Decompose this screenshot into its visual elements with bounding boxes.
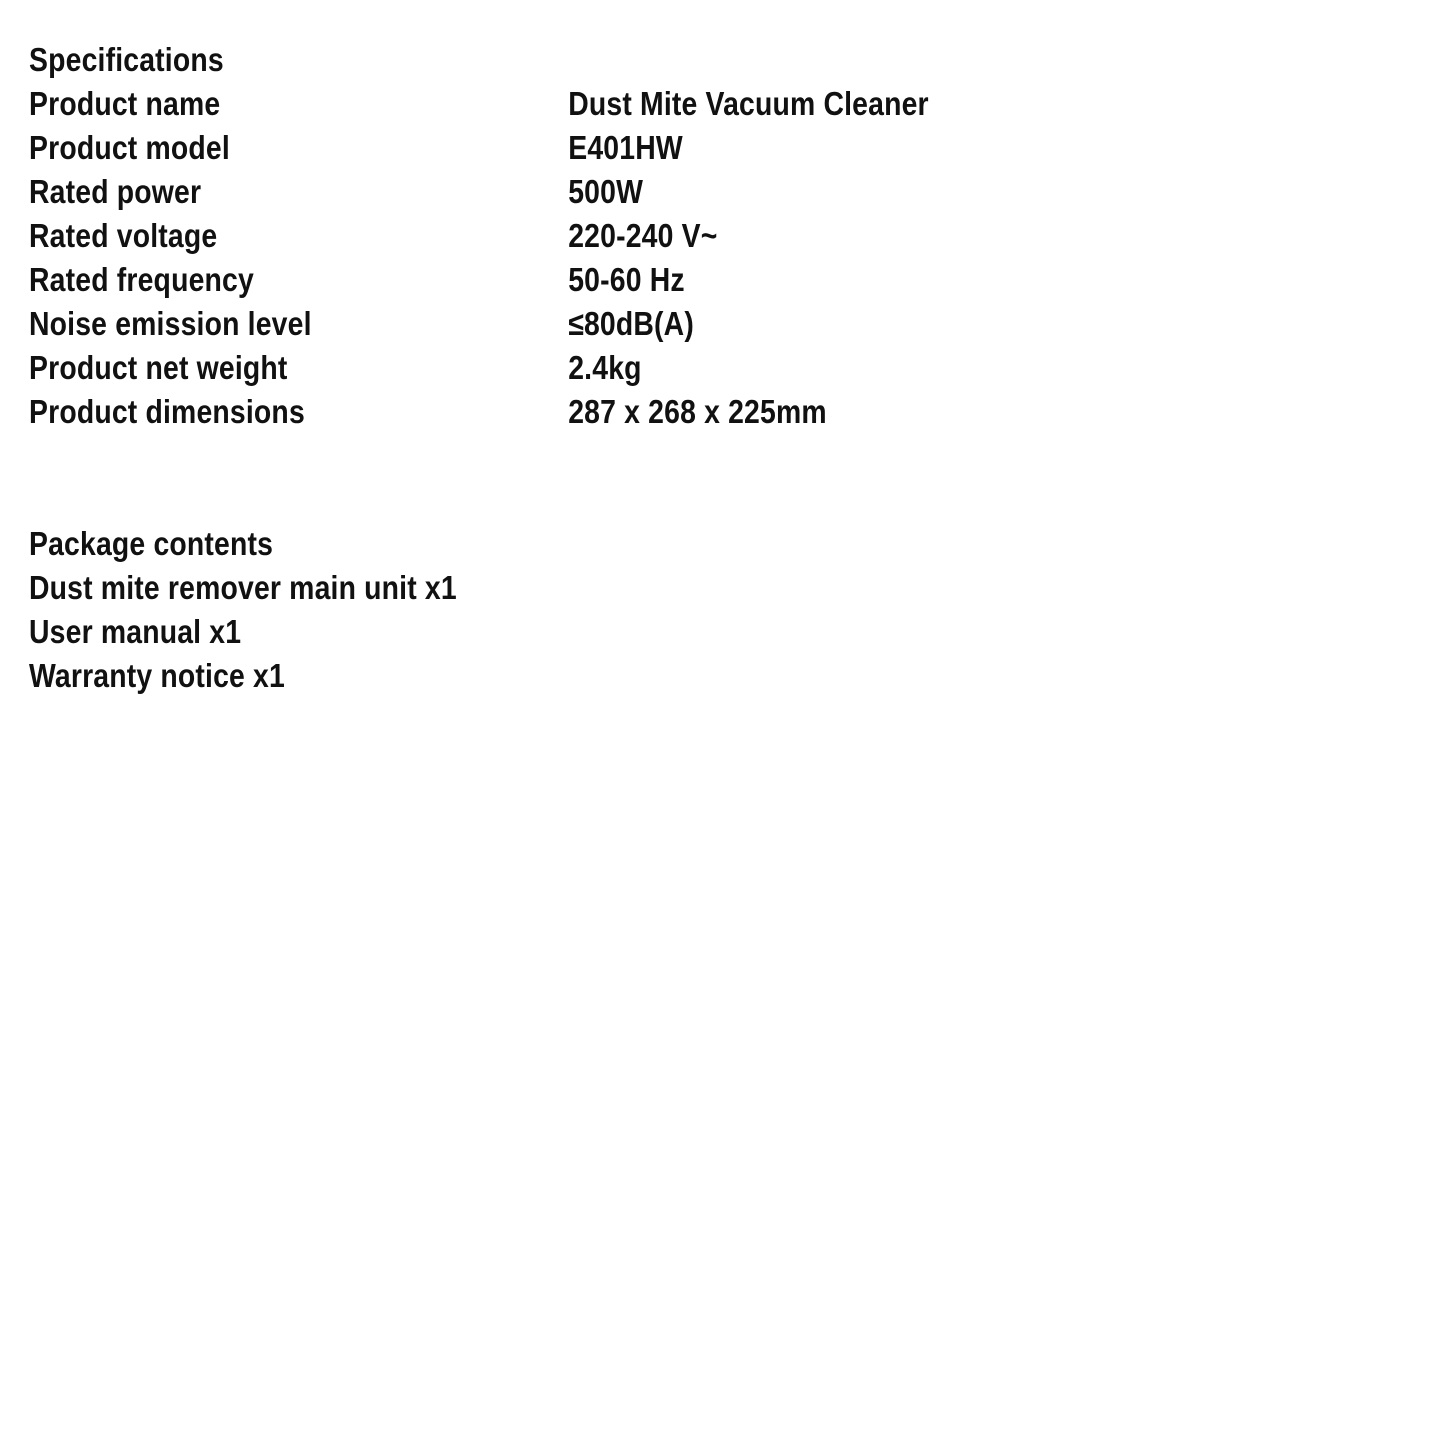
spec-row-product-net-weight xyxy=(29,346,1216,390)
document-page xyxy=(29,38,1409,698)
package-contents-section xyxy=(29,522,1409,698)
package-item: User manual x1 xyxy=(29,613,242,650)
package-item: Warranty notice x1 xyxy=(29,657,285,694)
spec-value: E401HW xyxy=(568,129,683,166)
spec-value: 500W xyxy=(568,173,644,210)
package-item: Dust mite remover main unit x1 xyxy=(29,569,457,606)
spec-label: Rated power xyxy=(29,173,202,210)
spec-row-product-name xyxy=(29,82,1216,126)
spec-row-rated-voltage xyxy=(29,214,1216,258)
spec-label: Product net weight xyxy=(29,349,288,386)
spec-row-product-dimensions xyxy=(29,390,1216,434)
spec-row-product-model xyxy=(29,126,1216,170)
spec-label: Product model xyxy=(29,129,230,166)
spec-label: Noise emission level xyxy=(29,305,312,342)
spec-label: Product dimensions xyxy=(29,393,305,430)
specifications-title: Specifications xyxy=(29,41,224,78)
package-contents-title: Package contents xyxy=(29,525,274,562)
specifications-section xyxy=(29,38,1409,434)
spec-row-noise-emission-level xyxy=(29,302,1216,346)
spec-value: 50-60 Hz xyxy=(568,261,685,298)
spec-row-rated-frequency xyxy=(29,258,1216,302)
spec-value: 2.4kg xyxy=(568,349,642,386)
spec-label: Rated voltage xyxy=(29,217,218,254)
spec-value: ≤80dB(A) xyxy=(568,305,694,342)
spec-value: 220-240 V~ xyxy=(568,217,718,254)
spec-value: 287 x 268 x 225mm xyxy=(568,393,827,430)
spec-row-rated-power xyxy=(29,170,1216,214)
spec-label: Rated frequency xyxy=(29,261,254,298)
spec-label: Product name xyxy=(29,85,221,122)
spec-value: Dust Mite Vacuum Cleaner xyxy=(568,85,929,122)
